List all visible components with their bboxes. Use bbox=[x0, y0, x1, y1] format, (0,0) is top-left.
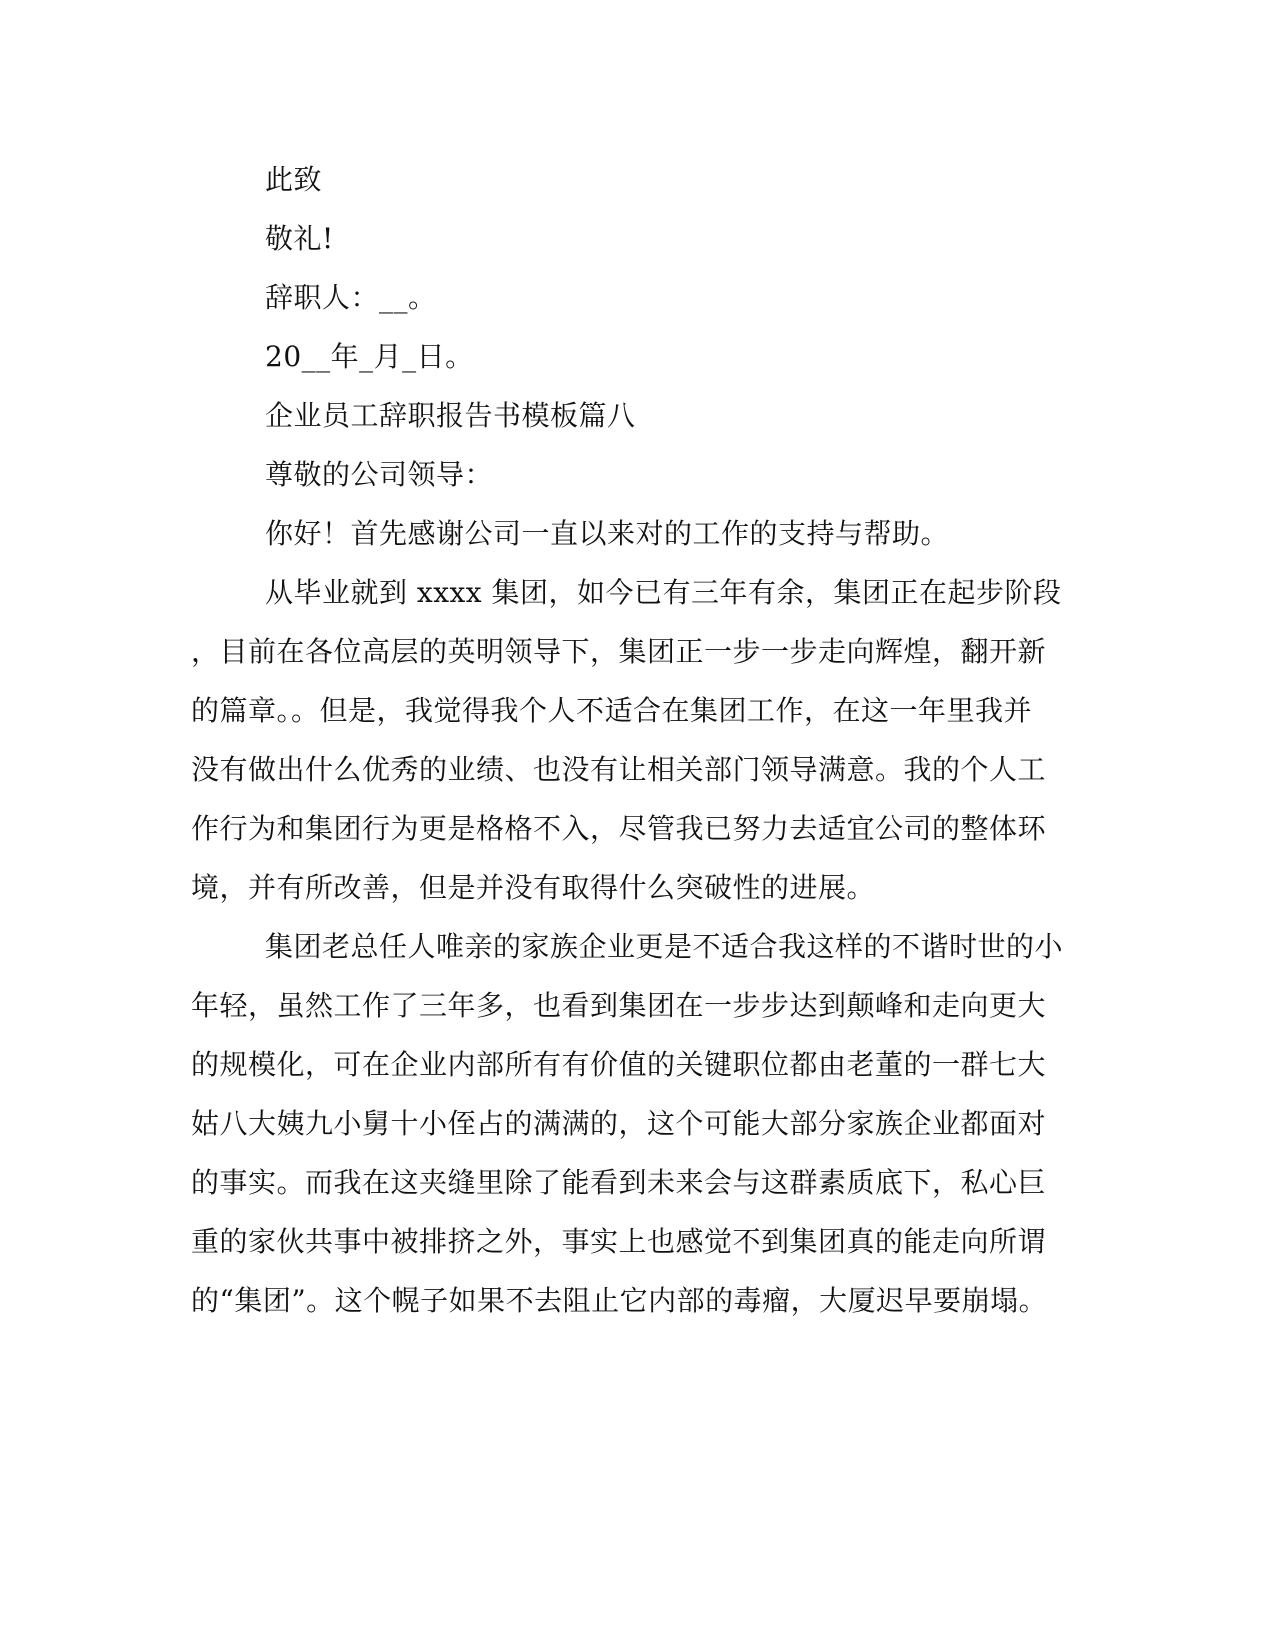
closing-regards: 敬礼! bbox=[265, 222, 334, 255]
date-line: 20__年_月_日。 bbox=[265, 340, 474, 373]
paragraph1-line: 没有做出什么优秀的业绩、也没有让相关部门领导满意。我的个人工 bbox=[191, 753, 1047, 786]
paragraph1-line: 作行为和集团行为更是格格不入，尽管我已努力去适宜公司的整体环 bbox=[191, 812, 1047, 845]
paragraph1-line: ，目前在各位高层的英明领导下，集团正一步一步走向辉煌，翻开新 bbox=[191, 635, 1047, 668]
signer-line: 辞职人：__。 bbox=[265, 281, 437, 314]
paragraph2-line: 年轻，虽然工作了三年多，也看到集团在一步步达到颠峰和走向更大 bbox=[191, 989, 1047, 1022]
paragraph2-line: 姑八大姨九小舅十小侄占的满满的，这个可能大部分家族企业都面对 bbox=[191, 1107, 1047, 1140]
greeting-line: 尊敬的公司领导： bbox=[265, 458, 494, 491]
paragraph2-line: 重的家伙共事中被排挤之外，事实上也感觉不到集团真的能走向所谓 bbox=[191, 1225, 1047, 1258]
paragraph2-line: 的事实。而我在这夹缝里除了能看到未来会与这群素质底下，私心巨 bbox=[191, 1166, 1047, 1199]
paragraph1-line: 境，并有所改善，但是并没有取得什么突破性的进展。 bbox=[191, 871, 876, 904]
opening-line: 你好！首先感谢公司一直以来对的工作的支持与帮助。 bbox=[265, 517, 950, 550]
paragraph2-line: 的规模化，可在企业内部所有有价值的关键职位都由老董的一群七大 bbox=[191, 1048, 1047, 1081]
paragraph1-line: 从毕业就到 xxxx 集团，如今已有三年有余，集团正在起步阶段 bbox=[265, 576, 1062, 609]
paragraph1-line: 的篇章。。但是，我觉得我个人不适合在集团工作，在这一年里我并 bbox=[191, 694, 1033, 727]
paragraph2-line: 集团老总任人唯亲的家族企业更是不适合我这样的不谐时世的小 bbox=[265, 930, 1064, 963]
paragraph2-line: 的“集团”。这个幌子如果不去阻止它内部的毒瘤，大厦迟早要崩塌。 bbox=[191, 1284, 1048, 1317]
closing-salutation: 此致 bbox=[265, 163, 323, 196]
section-title: 企业员工辞职报告书模板篇八 bbox=[265, 399, 636, 432]
